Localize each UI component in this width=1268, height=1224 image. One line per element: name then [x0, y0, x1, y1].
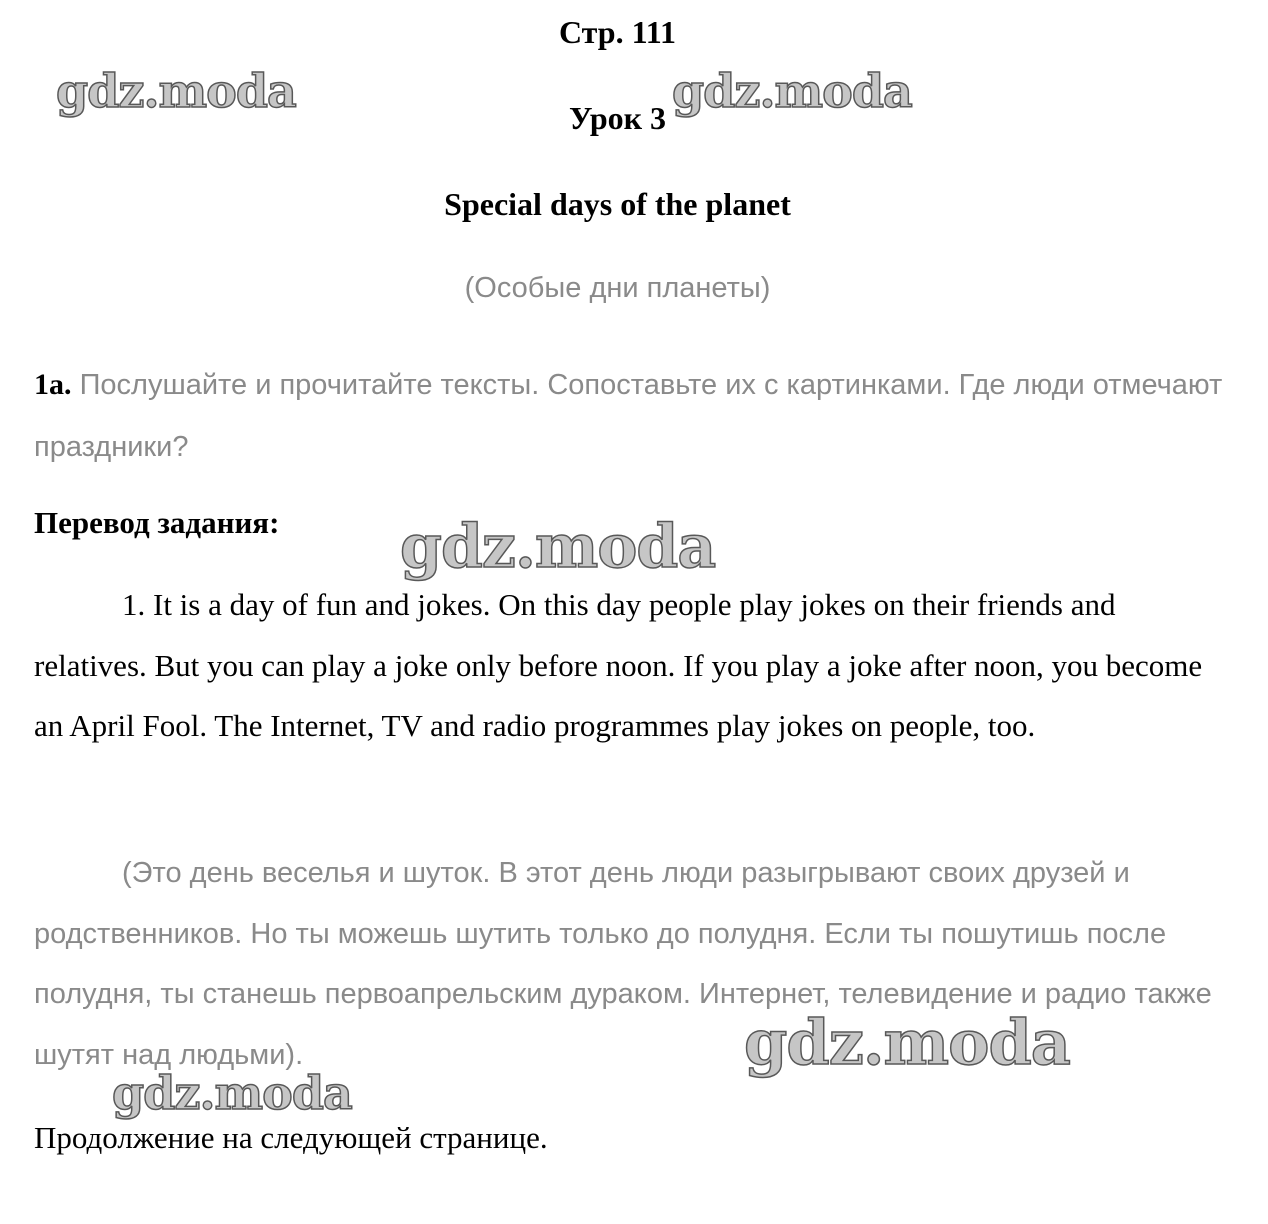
task-instruction — [34, 354, 1234, 478]
lesson-title-russian: (Особые дни планеты) — [464, 272, 771, 304]
task-number: 1a. — [34, 368, 72, 401]
watermark: gdz.moda — [744, 1006, 1070, 1079]
lesson-heading: Урок 3 — [568, 100, 667, 136]
translation-heading: Перевод задания: — [34, 505, 280, 540]
watermark: gdz.moda — [56, 64, 296, 118]
continuation-note: Продолжение на следующей странице. — [34, 1120, 548, 1155]
page-number: Стр. 111 — [558, 14, 677, 50]
watermark: gdz.moda — [672, 64, 912, 118]
paragraph-english-text: 1. It is a day of fun and jokes. On this day people play jokes on their friends and relatives. But you can play a joke only before noon. If you play a joke after noon, you become an April Fool. The Internet, TV and radio programmes play jokes on people, too. — [34, 587, 1203, 743]
watermark: gdz.moda — [400, 512, 716, 582]
paragraph-english — [34, 575, 1204, 757]
watermark: gdz.moda — [112, 1066, 352, 1120]
paragraph-russian-text: (Это день веселья и шуток. В этот день люди разыгрывают своих друзей и родственников. Но ты можешь шутить только до полудня. Если ты пошутишь после полудня, ты станешь первоапрельским дураком. Интернет, телевидение и радио также шутят над людьми). — [34, 857, 1212, 1071]
task-text: Послушайте и прочитайте тексты. Сопоставьте их с картинками. Где люди отмечают праздники? — [34, 369, 1223, 463]
lesson-title-english: Special days of the planet — [444, 186, 791, 222]
